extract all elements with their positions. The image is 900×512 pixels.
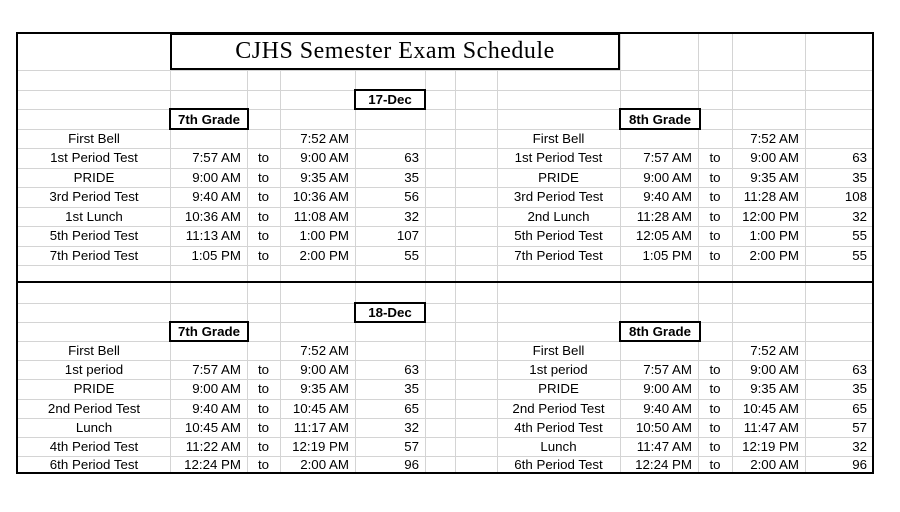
end-time: 2:00 PM [299,248,349,263]
duration-minutes: 55 [852,248,867,263]
end-time: 1:00 PM [749,228,799,243]
row-label: First Bell [532,131,585,146]
end-time: 2:00 PM [749,248,799,263]
start-time: 12:24 PM [184,457,241,472]
end-time: 11:17 AM [293,420,349,435]
grade-header-17dec-8th [619,108,701,130]
to-label: to [257,150,270,165]
to-label: to [709,420,721,435]
to-label: to [257,439,270,454]
to-label: to [709,381,721,396]
start-time: 9:00 AM [192,381,241,396]
duration-minutes: 65 [404,401,419,416]
start-time: 7:57 AM [643,362,692,377]
to-label: to [709,150,721,165]
duration-minutes: 32 [852,209,867,224]
to-label: to [709,457,721,472]
row-label: First Bell [68,343,120,358]
to-label: to [709,362,721,377]
section-divider [17,281,873,283]
start-time: 11:13 AM [185,228,241,243]
row-label: First Bell [68,131,120,146]
end-time: 9:00 AM [300,150,349,165]
to-label: to [257,248,270,263]
date-header-17dec [354,89,426,110]
duration-minutes: 63 [404,362,419,377]
end-time: 7:52 AM [750,131,799,146]
duration-minutes: 32 [404,420,419,435]
start-time: 7:57 AM [643,150,692,165]
row-label: Lunch [540,439,577,454]
row-label: 2nd Lunch [527,209,590,224]
row-label: Lunch [75,420,113,435]
gridline-horizontal [18,109,873,110]
duration-minutes: 32 [404,209,419,224]
end-time: 7:52 AM [300,131,349,146]
gridline-horizontal [18,90,873,91]
start-time: 9:40 AM [192,401,241,416]
end-time: 9:35 AM [300,170,349,185]
to-label: to [257,420,270,435]
end-time: 11:28 AM [743,189,799,204]
to-label: to [709,228,721,243]
row-label: 6th Period Test [49,457,139,472]
end-time: 12:19 PM [292,439,349,454]
end-time: 11:47 AM [743,420,799,435]
to-label: to [257,401,270,416]
duration-minutes: 108 [844,189,867,204]
grade-label: 7th Grade [177,111,241,127]
to-label: to [709,401,721,416]
end-time: 10:36 AM [292,189,349,204]
start-time: 9:40 AM [643,401,692,416]
start-time: 9:00 AM [192,170,241,185]
row-label: 2nd Period Test [47,401,141,416]
end-time: 9:35 AM [300,381,349,396]
to-label: to [709,439,721,454]
end-time: 9:00 AM [750,362,799,377]
duration-minutes: 57 [852,420,867,435]
to-label: to [257,209,270,224]
row-label: PRIDE [538,170,579,185]
end-time: 10:45 AM [292,401,349,416]
row-label: 6th Period Test [514,457,603,472]
end-time: 9:00 AM [750,150,799,165]
row-label: First Bell [532,343,585,358]
title-box [170,33,620,70]
start-time: 9:40 AM [643,189,692,204]
duration-minutes: 32 [852,439,867,454]
date-label: 18-Dec [368,305,412,320]
start-time: 1:05 PM [642,248,692,263]
row-label: 1st Period Test [514,150,603,165]
end-time: 10:45 AM [742,401,799,416]
row-label: PRIDE [73,381,115,396]
grade-header-18dec-8th [619,321,701,342]
start-time: 10:45 AM [184,420,241,435]
end-time: 9:00 AM [300,362,349,377]
row-label: PRIDE [538,381,579,396]
duration-minutes: 55 [404,248,419,263]
end-time: 7:52 AM [750,343,799,358]
to-label: to [257,228,270,243]
end-time: 9:35 AM [750,381,799,396]
grade-label: 7th Grade [177,324,241,339]
duration-minutes: 57 [404,439,419,454]
duration-minutes: 63 [404,150,419,165]
to-label: to [709,170,721,185]
end-time: 7:52 AM [300,343,349,358]
end-time: 2:00 AM [300,457,349,472]
start-time: 10:36 AM [184,209,241,224]
gridline-horizontal [18,303,873,304]
duration-minutes: 96 [852,457,867,472]
end-time: 11:08 AM [293,209,349,224]
page-title: CJHS Semester Exam Schedule [235,38,555,64]
start-time: 12:24 PM [635,457,692,472]
start-time: 9:00 AM [643,381,692,396]
row-label: 4th Period Test [49,439,139,454]
start-time: 9:00 AM [643,170,692,185]
row-label: 5th Period Test [49,228,139,243]
duration-minutes: 107 [396,228,419,243]
gridline-vertical [455,34,456,473]
row-label: 4th Period Test [514,420,603,435]
row-label: PRIDE [73,170,115,185]
end-time: 9:35 AM [750,170,799,185]
to-label: to [257,189,270,204]
start-time: 10:50 AM [635,420,692,435]
grade-header-17dec-7th [169,108,249,130]
row-label: 1st Period Test [50,150,138,165]
grade-label: 8th Grade [628,324,692,339]
gridline-horizontal [18,70,873,71]
to-label: to [709,248,721,263]
grade-label: 8th Grade [628,111,692,127]
date-header-18dec [354,302,426,323]
row-label: 2nd Period Test [512,401,605,416]
row-label: 7th Period Test [49,248,139,263]
gridline-horizontal [18,322,873,323]
end-time: 2:00 AM [750,457,799,472]
row-label: 1st period [529,362,588,377]
end-time: 12:00 PM [742,209,799,224]
duration-minutes: 35 [852,170,867,185]
row-label: 1st period [64,362,124,377]
duration-minutes: 96 [404,457,419,472]
duration-minutes: 56 [404,189,419,204]
start-time: 7:57 AM [192,362,241,377]
to-label: to [257,170,270,185]
start-time: 9:40 AM [192,189,241,204]
row-label: 3rd Period Test [513,189,604,204]
date-label: 17-Dec [368,92,412,107]
row-label: 7th Period Test [514,248,603,263]
duration-minutes: 55 [852,228,867,243]
duration-minutes: 63 [852,362,867,377]
to-label: to [257,362,270,377]
start-time: 7:57 AM [192,150,241,165]
to-label: to [709,189,721,204]
duration-minutes: 35 [404,381,419,396]
start-time: 11:22 AM [185,439,241,454]
end-time: 1:00 PM [299,228,349,243]
grade-header-18dec-7th [169,321,249,342]
to-label: to [257,381,270,396]
gridline-horizontal [18,265,873,266]
start-time: 11:47 AM [636,439,692,454]
duration-minutes: 63 [852,150,867,165]
start-time: 1:05 PM [191,248,241,263]
to-label: to [257,457,270,472]
start-time: 12:05 AM [635,228,692,243]
row-label: 3rd Period Test [49,189,139,204]
duration-minutes: 35 [852,381,867,396]
row-label: 1st Lunch [65,209,123,224]
to-label: to [709,209,721,224]
end-time: 12:19 PM [742,439,799,454]
duration-minutes: 65 [852,401,867,416]
duration-minutes: 35 [404,170,419,185]
row-label: 5th Period Test [514,228,603,243]
start-time: 11:28 AM [636,209,692,224]
